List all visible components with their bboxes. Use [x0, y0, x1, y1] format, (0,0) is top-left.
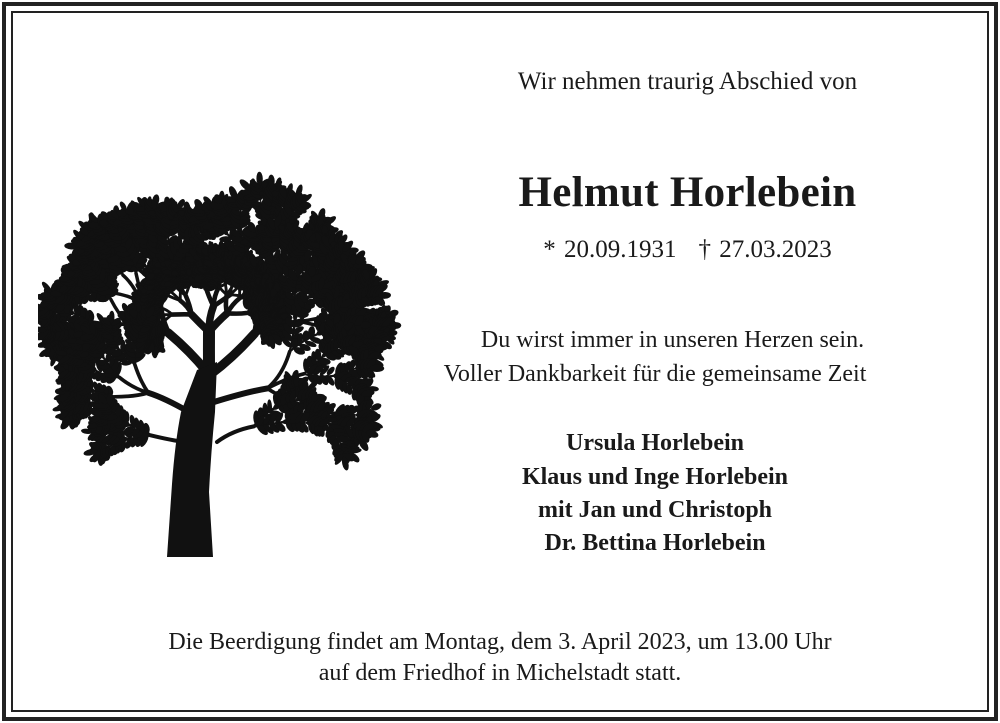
message-line-1: Du wirst immer in unseren Herzen sein.	[480, 327, 865, 353]
intro-text: Wir nehmen traurig Abschied von	[517, 68, 858, 95]
tree-icon	[38, 112, 440, 562]
family-member: Dr. Bettina Horlebein	[544, 530, 766, 556]
birth-date: * 20.09.1931	[543, 236, 677, 263]
family-member: Ursula Horlebein	[566, 430, 744, 456]
message-line-2: Voller Dankbarkeit für die gemeinsame Zeit	[443, 361, 867, 387]
family-member: Klaus und Inge Horlebein	[521, 464, 789, 490]
family-member: mit Jan und Christoph	[537, 497, 773, 523]
funeral-info-line-2: auf dem Friedhof in Michelstadt statt.	[318, 660, 682, 686]
deceased-name: Helmut Horlebein	[518, 169, 857, 216]
death-date: † 27.03.2023	[698, 236, 832, 263]
tree-trunk	[167, 362, 217, 557]
life-dates	[430, 236, 945, 264]
funeral-info-line-1: Die Beerdigung findet am Montag, dem 3. April 2023, um 13.00 Uhr	[168, 629, 832, 655]
